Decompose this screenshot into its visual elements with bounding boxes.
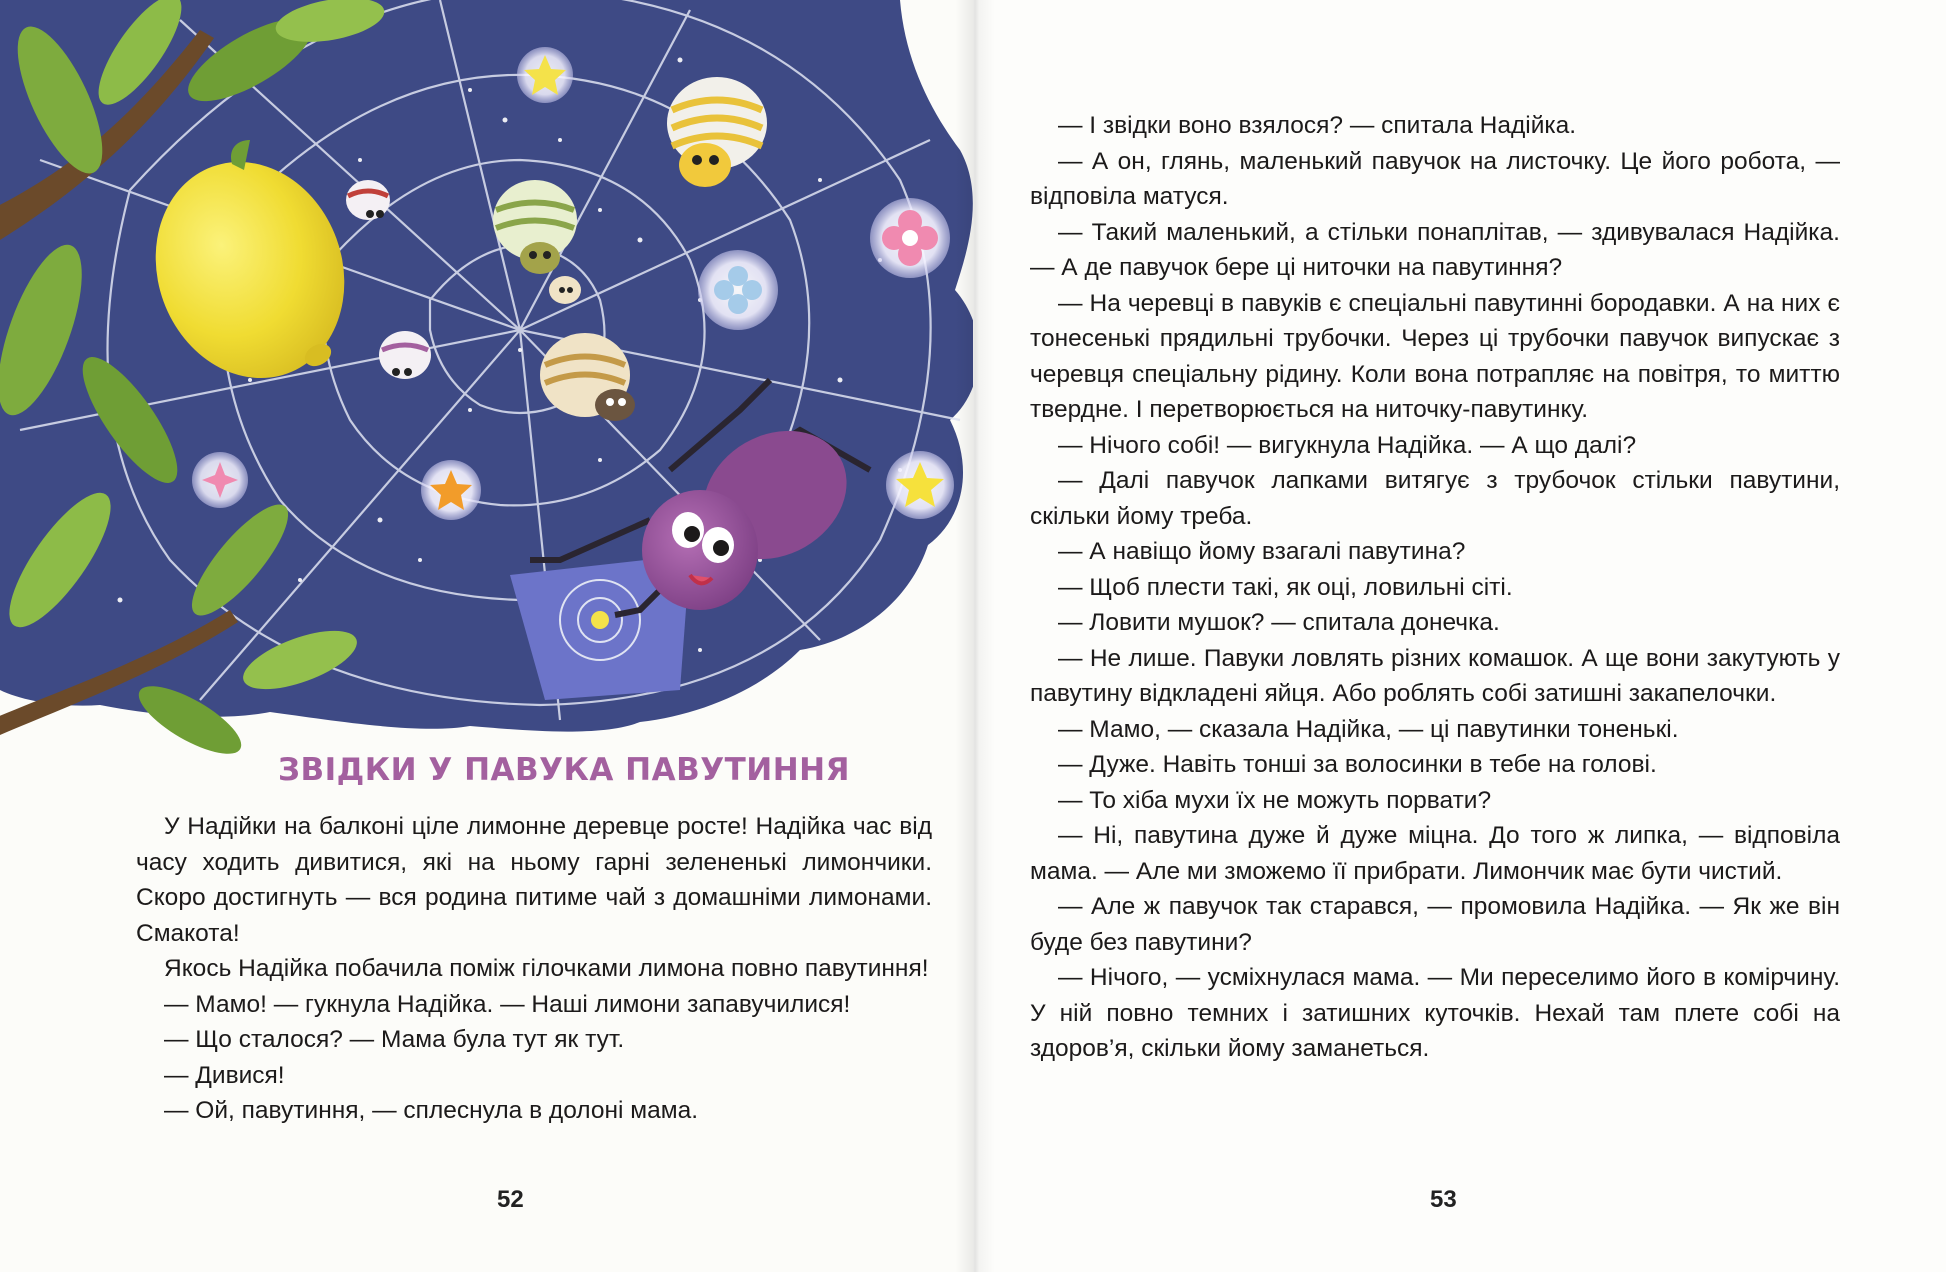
paragraph: — Дуже. Навіть тонші за волосинки в тебе на голові. [1058, 751, 1657, 778]
left-page-text [136, 809, 932, 1129]
paragraph: — Далі павучок лапками витягує з трубочок стільки павутини, скільки йому треба. [1030, 467, 1840, 530]
paragraph: — То хіба мухи їх не можуть порвати? [1058, 786, 1492, 814]
page-number-left: 52 [497, 1186, 524, 1213]
bug-icon [346, 180, 390, 220]
paragraph: — Але ж павучок так старався, — промовила Надійка. — Як же він буде без павутини? [1030, 893, 1840, 956]
bug-icon [549, 276, 581, 304]
paragraph: — Що сталося? — Мама була тут як тут. [164, 1026, 625, 1053]
paragraph: — Ні, павутина дуже й дуже міцна. До того ж липка, — відповіла мама. — Але ми зможемо її прибрати. Лимончик має бути чистий. [1030, 822, 1840, 885]
bug-icon [379, 331, 431, 379]
paragraph: — Мамо, — сказала Надійка, — ці павутинки тоненькі. [1058, 715, 1679, 743]
paragraph: — Нічого собі! — вигукнула Надійка. — А що далі? [1058, 431, 1637, 459]
paragraph: — І звідки воно взялося? — спитала Надійка. [1058, 112, 1577, 139]
page-number-right: 53 [1430, 1186, 1457, 1213]
paragraph: — Такий маленький, а стільки понаплітав, — здивувалася Надійка. — А де павучок бере ці ниточки на павутиння? [1030, 218, 1840, 281]
paragraph: — А он, глянь, маленький павучок на листочку. Це його робота, — відповіла матуся. [1030, 147, 1840, 210]
paragraph: — Ой, павутиння, — сплеснула в долоні мама. [164, 1097, 699, 1124]
paragraph: — Дивися! [164, 1061, 285, 1089]
paragraph: — Мамо! — гукнула Надійка. — Наші лимони запавучилися! [164, 990, 851, 1018]
paragraph: — Нічого, — усміхнулася мама. — Ми переселимо його в комірчину. У ній повно темних і затишних куточків. Нехай там плете собі на здоров’я, скільки йому заманеться. [1030, 964, 1840, 1062]
paragraph: — Щоб плести такі, як оці, ловильні сіті. [1058, 573, 1513, 601]
right-page-text [1030, 108, 1840, 1067]
paragraph: — На черевці в павуків є спеціальні павутинні бородавки. А на них є тонесенькі прядильні трубочки. Через ці трубочки павучок випускає з черевця спеціальну рідину. Коли вона потрапляє на повітря, то миттю твердне. І перетворюється на ниточку-павутинку. [1030, 289, 1840, 423]
paragraph: Якось Надійка побачила поміж гілочками лимона повно павутиння! [164, 955, 929, 982]
chapter-title: ЗВІДКИ У ПАВУКА ПАВУТИННЯ [278, 752, 850, 788]
paragraph: У Надійки на балконі ціле лимонне деревце росте! Надійка час від часу ходить дивитися, які на ньому гарні зелененькі лимончики. Скоро достигнуть — вся родина питиме чай з домашніми лимонами. Смакота! [136, 813, 932, 947]
paragraph: — Ловити мушок? — спитала донечка. [1058, 609, 1500, 636]
paragraph: — А навіщо йому взагалі павутина? [1058, 538, 1466, 565]
spider-web-illustration [0, 0, 973, 760]
paragraph: — Не лише. Павуки ловлять різних комашок. А ще вони закутують у павутину відкладені яйця. Або роблять собі затишні закапелочки. [1030, 644, 1840, 707]
